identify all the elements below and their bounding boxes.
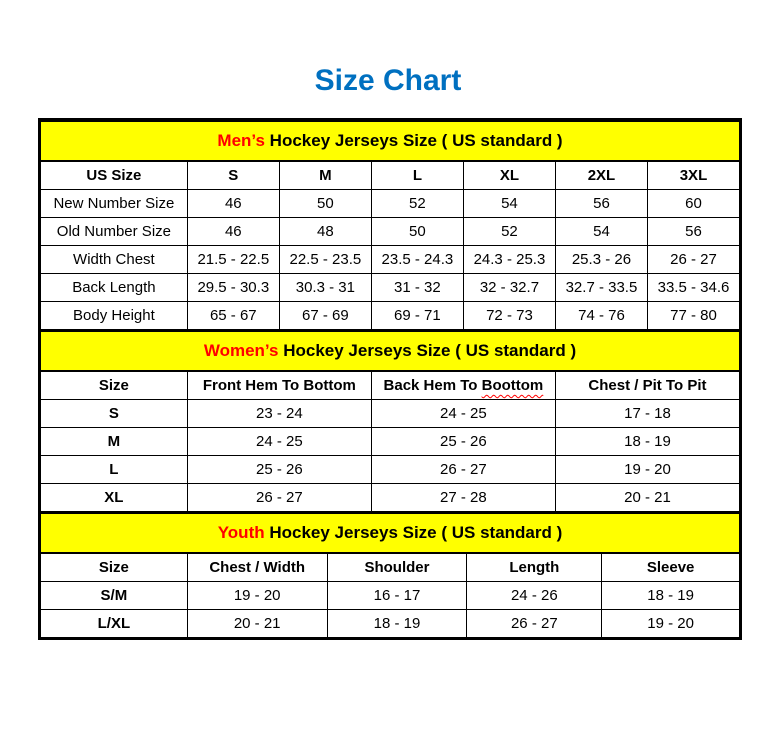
table-row [41,246,740,274]
mens-table-title [41,121,740,161]
size-value: 29.5 - 30.3 [187,274,279,302]
column-header: S [187,161,279,190]
table-row [41,274,740,302]
size-value: 69 - 71 [371,302,463,330]
row-label: Old Number Size [41,218,188,246]
mens-title-text: Hockey Jerseys Size ( US standard ) [264,131,563,150]
womens-table-title [41,331,740,371]
page-title: Size Chart [314,64,462,97]
size-value: 26 - 27 [187,484,371,512]
size-value: 48 [279,218,371,246]
size-value: 77 - 80 [647,302,739,330]
youth-table-title [41,513,740,553]
mens-banner-row [41,121,740,161]
size-value: 52 [371,190,463,218]
size-value: 32 - 32.7 [463,274,555,302]
mens-table [40,120,740,330]
size-value: 26 - 27 [467,610,602,638]
size-value: 25 - 26 [187,456,371,484]
size-value: 19 - 20 [555,456,739,484]
mens-title-highlight: Men’s [217,131,265,150]
womens-title-text: Hockey Jerseys Size ( US standard ) [278,341,577,360]
table-row [41,218,740,246]
size-value: 52 [463,218,555,246]
size-value: 22.5 - 23.5 [279,246,371,274]
size-value: 26 - 27 [647,246,739,274]
row-label: New Number Size [41,190,188,218]
size-value: 46 [187,218,279,246]
size-value: 19 - 20 [602,610,740,638]
mens-header-row [41,161,740,190]
size-value: 23 - 24 [187,400,371,428]
womens-title-highlight: Women’s [203,341,279,360]
youth-title-text: Hockey Jerseys Size ( US standard ) [264,523,563,542]
column-header: Shoulder [327,553,467,582]
size-value: 23.5 - 24.3 [371,246,463,274]
table-row [41,400,740,428]
column-header: Length [467,553,602,582]
youth-header-row [41,553,740,582]
size-value: 21.5 - 22.5 [187,246,279,274]
youth-banner-row [41,513,740,553]
size-value: 50 [279,190,371,218]
row-label: Back Length [41,274,188,302]
column-header: M [279,161,371,190]
row-label: Body Height [41,302,188,330]
size-value: 56 [647,218,739,246]
table-row [41,610,740,638]
table-row [41,484,740,512]
womens-table [40,330,740,512]
size-value: 54 [463,190,555,218]
size-value: 60 [647,190,739,218]
size-value: 46 [187,190,279,218]
row-label: L [41,456,188,484]
table-row [41,456,740,484]
size-value: 30.3 - 31 [279,274,371,302]
row-label: S/M [41,582,188,610]
column-header [371,371,555,400]
size-value: 25 - 26 [371,428,555,456]
youth-table [40,512,740,638]
size-value: 65 - 67 [187,302,279,330]
header-text: Back Hem To [383,377,482,394]
size-value: 18 - 19 [602,582,740,610]
youth-title-highlight: Youth [217,523,265,542]
size-value: 33.5 - 34.6 [647,274,739,302]
size-value: 24 - 26 [467,582,602,610]
size-value: 50 [371,218,463,246]
size-value: 24.3 - 25.3 [463,246,555,274]
size-chart [38,118,742,640]
size-value: 17 - 18 [555,400,739,428]
column-header: L [371,161,463,190]
table-row [41,582,740,610]
column-header: Chest / Pit To Pit [555,371,739,400]
womens-banner-row [41,331,740,371]
table-row [41,302,740,330]
size-value: 24 - 25 [371,400,555,428]
womens-header-row [41,371,740,400]
size-value: 27 - 28 [371,484,555,512]
size-value: 25.3 - 26 [555,246,647,274]
size-value: 54 [555,218,647,246]
row-label: Width Chest [41,246,188,274]
misspelled-word: Boottom [481,377,544,394]
size-value: 31 - 32 [371,274,463,302]
row-label: XL [41,484,188,512]
size-value: 20 - 21 [555,484,739,512]
size-value: 72 - 73 [463,302,555,330]
size-value: 26 - 27 [371,456,555,484]
column-header: Size [41,553,188,582]
size-value: 56 [555,190,647,218]
column-header: Size [41,371,188,400]
size-value: 18 - 19 [327,610,467,638]
column-header: 2XL [555,161,647,190]
size-value: 16 - 17 [327,582,467,610]
column-header: 3XL [647,161,739,190]
row-label: S [41,400,188,428]
size-value: 18 - 19 [555,428,739,456]
column-header: Chest / Width [187,553,327,582]
column-header: Front Hem To Bottom [187,371,371,400]
row-label: L/XL [41,610,188,638]
size-value: 19 - 20 [187,582,327,610]
size-value: 20 - 21 [187,610,327,638]
table-row [41,190,740,218]
size-value: 67 - 69 [279,302,371,330]
size-value: 32.7 - 33.5 [555,274,647,302]
row-label: M [41,428,188,456]
size-value: 24 - 25 [187,428,371,456]
column-header: Sleeve [602,553,740,582]
table-row [41,428,740,456]
size-value: 74 - 76 [555,302,647,330]
column-header: US Size [41,161,188,190]
column-header: XL [463,161,555,190]
